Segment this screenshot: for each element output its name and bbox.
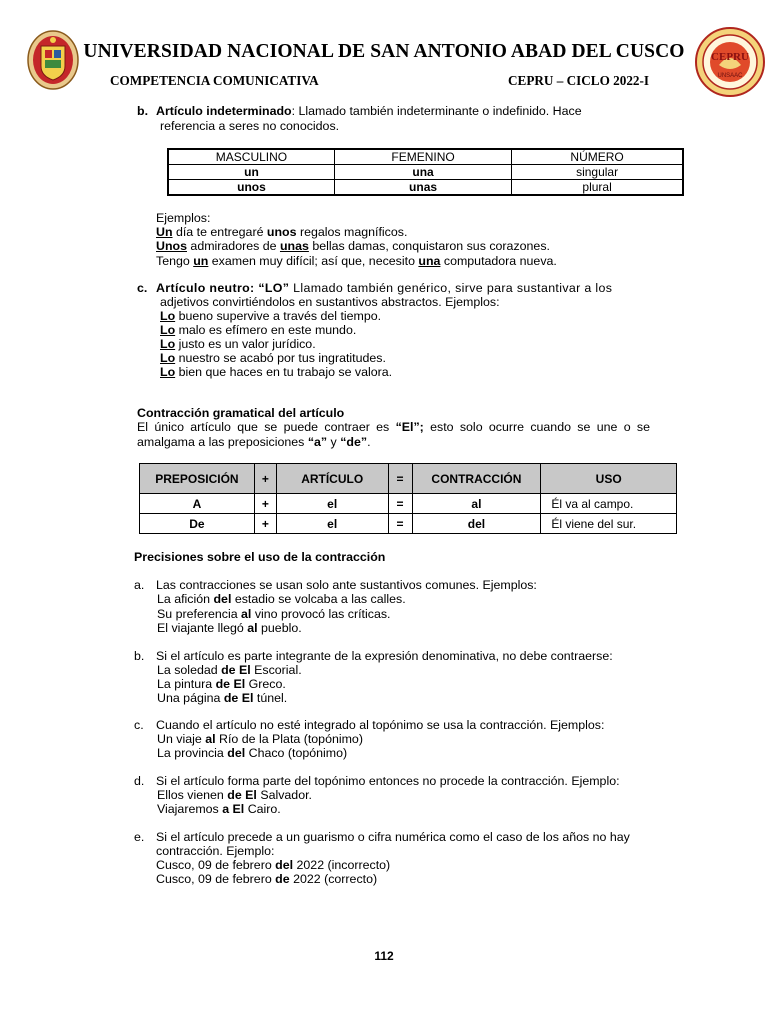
table-header: +: [254, 464, 276, 494]
example-line: Unos admiradores de unas bellas damas, conquistaron sus corazones.: [156, 239, 550, 253]
example-line: Su preferencia al vino provocó las críticas.: [157, 607, 391, 621]
cepru-logo-subtext: UNSAAC: [717, 73, 743, 79]
section-c-marker: c.: [137, 281, 148, 295]
example-line: Viajaremos a El Cairo.: [157, 802, 281, 816]
section-c-line-1: Artículo neutro: “LO” Llamado también genérico, sirve para sustantivar a los: [156, 281, 613, 295]
table-cell: Él viene del sur.: [541, 514, 677, 534]
table-header: NÚMERO: [512, 149, 683, 165]
example-line: Tengo un examen muy difícil; así que, necesito una computadora nueva.: [156, 254, 557, 268]
table-cell: +: [254, 494, 276, 514]
table-cell: una: [334, 165, 511, 180]
table-cell: +: [254, 514, 276, 534]
contraction-paragraph-line-2: amalgama a las preposiciones “a” y “de”.: [137, 435, 371, 449]
table-header: ARTÍCULO: [276, 464, 388, 494]
course-name: COMPETENCIA COMUNICATIVA: [110, 73, 319, 88]
examples-label: Ejemplos:: [156, 211, 211, 225]
example-line: La pintura de El Greco.: [157, 677, 286, 691]
table-header: PREPOSICIÓN: [140, 464, 255, 494]
example-line: Lo nuestro se acabó por tus ingratitudes.: [160, 351, 386, 365]
indefinite-article-table: [167, 148, 684, 196]
item-e-text-1: Si el artículo precede a un guarismo o cifra numérica como el caso de los años no hay: [156, 830, 630, 844]
example-line: El viajante llegó al pueblo.: [157, 621, 302, 635]
example-line: Un día te entregaré unos regalos magníficos.: [156, 225, 408, 239]
item-d-text: Si el artículo forma parte del topónimo entonces no procede la contracción. Ejemplo:: [156, 774, 620, 788]
table-cell: =: [388, 494, 412, 514]
table-header: FEMENINO: [334, 149, 511, 165]
cepru-logo: [695, 27, 765, 97]
contraction-heading: Contracción gramatical del artículo: [137, 406, 345, 420]
example-line: Cusco, 09 de febrero de 2022 (correcto): [156, 872, 378, 886]
cepru-logo-text: CEPRU: [711, 51, 749, 63]
item-d-marker: d.: [134, 774, 145, 788]
section-b-heading: Artículo indeterminado: [156, 104, 292, 118]
item-e-marker: e.: [134, 830, 145, 844]
table-header: CONTRACCIÓN: [412, 464, 541, 494]
example-line: Lo bien que haces en tu trabajo se valora.: [160, 365, 393, 379]
table-cell: =: [388, 514, 412, 534]
example-line: Una página de El túnel.: [157, 691, 288, 705]
section-b-marker: b.: [137, 104, 149, 118]
table-cell: al: [412, 494, 541, 514]
table-cell: De: [140, 514, 255, 534]
example-line: Lo justo es un valor jurídico.: [160, 337, 316, 351]
table-cell: unas: [334, 180, 511, 196]
example-line: Un viaje al Río de la Plata (topónimo): [157, 732, 363, 746]
example-line: La provincia del Chaco (topónimo): [157, 746, 348, 760]
table-cell: A: [140, 494, 255, 514]
table-header: =: [388, 464, 412, 494]
example-line: Lo malo es efímero en este mundo.: [160, 323, 357, 337]
table-cell: Él va al campo.: [541, 494, 677, 514]
item-c-marker: c.: [134, 718, 144, 732]
item-e-text-2: contracción. Ejemplo:: [156, 844, 275, 858]
precisiones-heading: Precisiones sobre el uso de la contracción: [134, 550, 386, 564]
item-a-text: Las contracciones se usan solo ante sustantivos comunes. Ejemplos:: [156, 578, 537, 592]
section-c-line-2: adjetivos convirtiéndolos en sustantivos abstractos. Ejemplos:: [160, 295, 500, 309]
table-cell: el: [276, 494, 388, 514]
page-number: 112: [374, 949, 394, 963]
section-c-heading: Artículo neutro:: [156, 281, 255, 295]
example-line: La soledad de El Escorial.: [157, 663, 302, 677]
table-cell: singular: [512, 165, 683, 180]
table-header: MASCULINO: [168, 149, 334, 165]
item-b-marker: b.: [134, 649, 145, 663]
example-line: Cusco, 09 de febrero del 2022 (incorrecto): [156, 858, 391, 872]
table-cell: el: [276, 514, 388, 534]
table-cell: del: [412, 514, 541, 534]
example-line: Ellos vienen de El Salvador.: [157, 788, 312, 802]
table-header: USO: [541, 464, 677, 494]
item-b-text: Si el artículo es parte integrante de la expresión denominativa, no debe contraerse:: [156, 649, 613, 663]
item-c-text: Cuando el artículo no esté integrado al topónimo se usa la contracción. Ejemplos:: [156, 718, 605, 732]
item-a-marker: a.: [134, 578, 145, 592]
section-b-line-1: Artículo indeterminado: Llamado también indeterminante o indefinido. Hace: [156, 104, 582, 118]
section-b-line-2: referencia a seres no conocidos.: [160, 119, 340, 133]
example-line: La afición del estadio se volcaba a las calles.: [157, 592, 406, 606]
table-cell: plural: [512, 180, 683, 196]
cycle-label: CEPRU – CICLO 2022-I: [508, 73, 650, 88]
contraction-table: [139, 463, 677, 534]
example-line: Lo bueno supervive a través del tiempo.: [160, 309, 382, 323]
contraction-paragraph-line-1: El único artículo que se puede contraer es “El”; esto solo ocurre cuando se une o se: [137, 420, 650, 434]
table-cell: un: [168, 165, 334, 180]
university-title: UNIVERSIDAD NACIONAL DE SAN ANTONIO ABAD DEL CUSCO: [83, 41, 685, 62]
table-cell: unos: [168, 180, 334, 196]
